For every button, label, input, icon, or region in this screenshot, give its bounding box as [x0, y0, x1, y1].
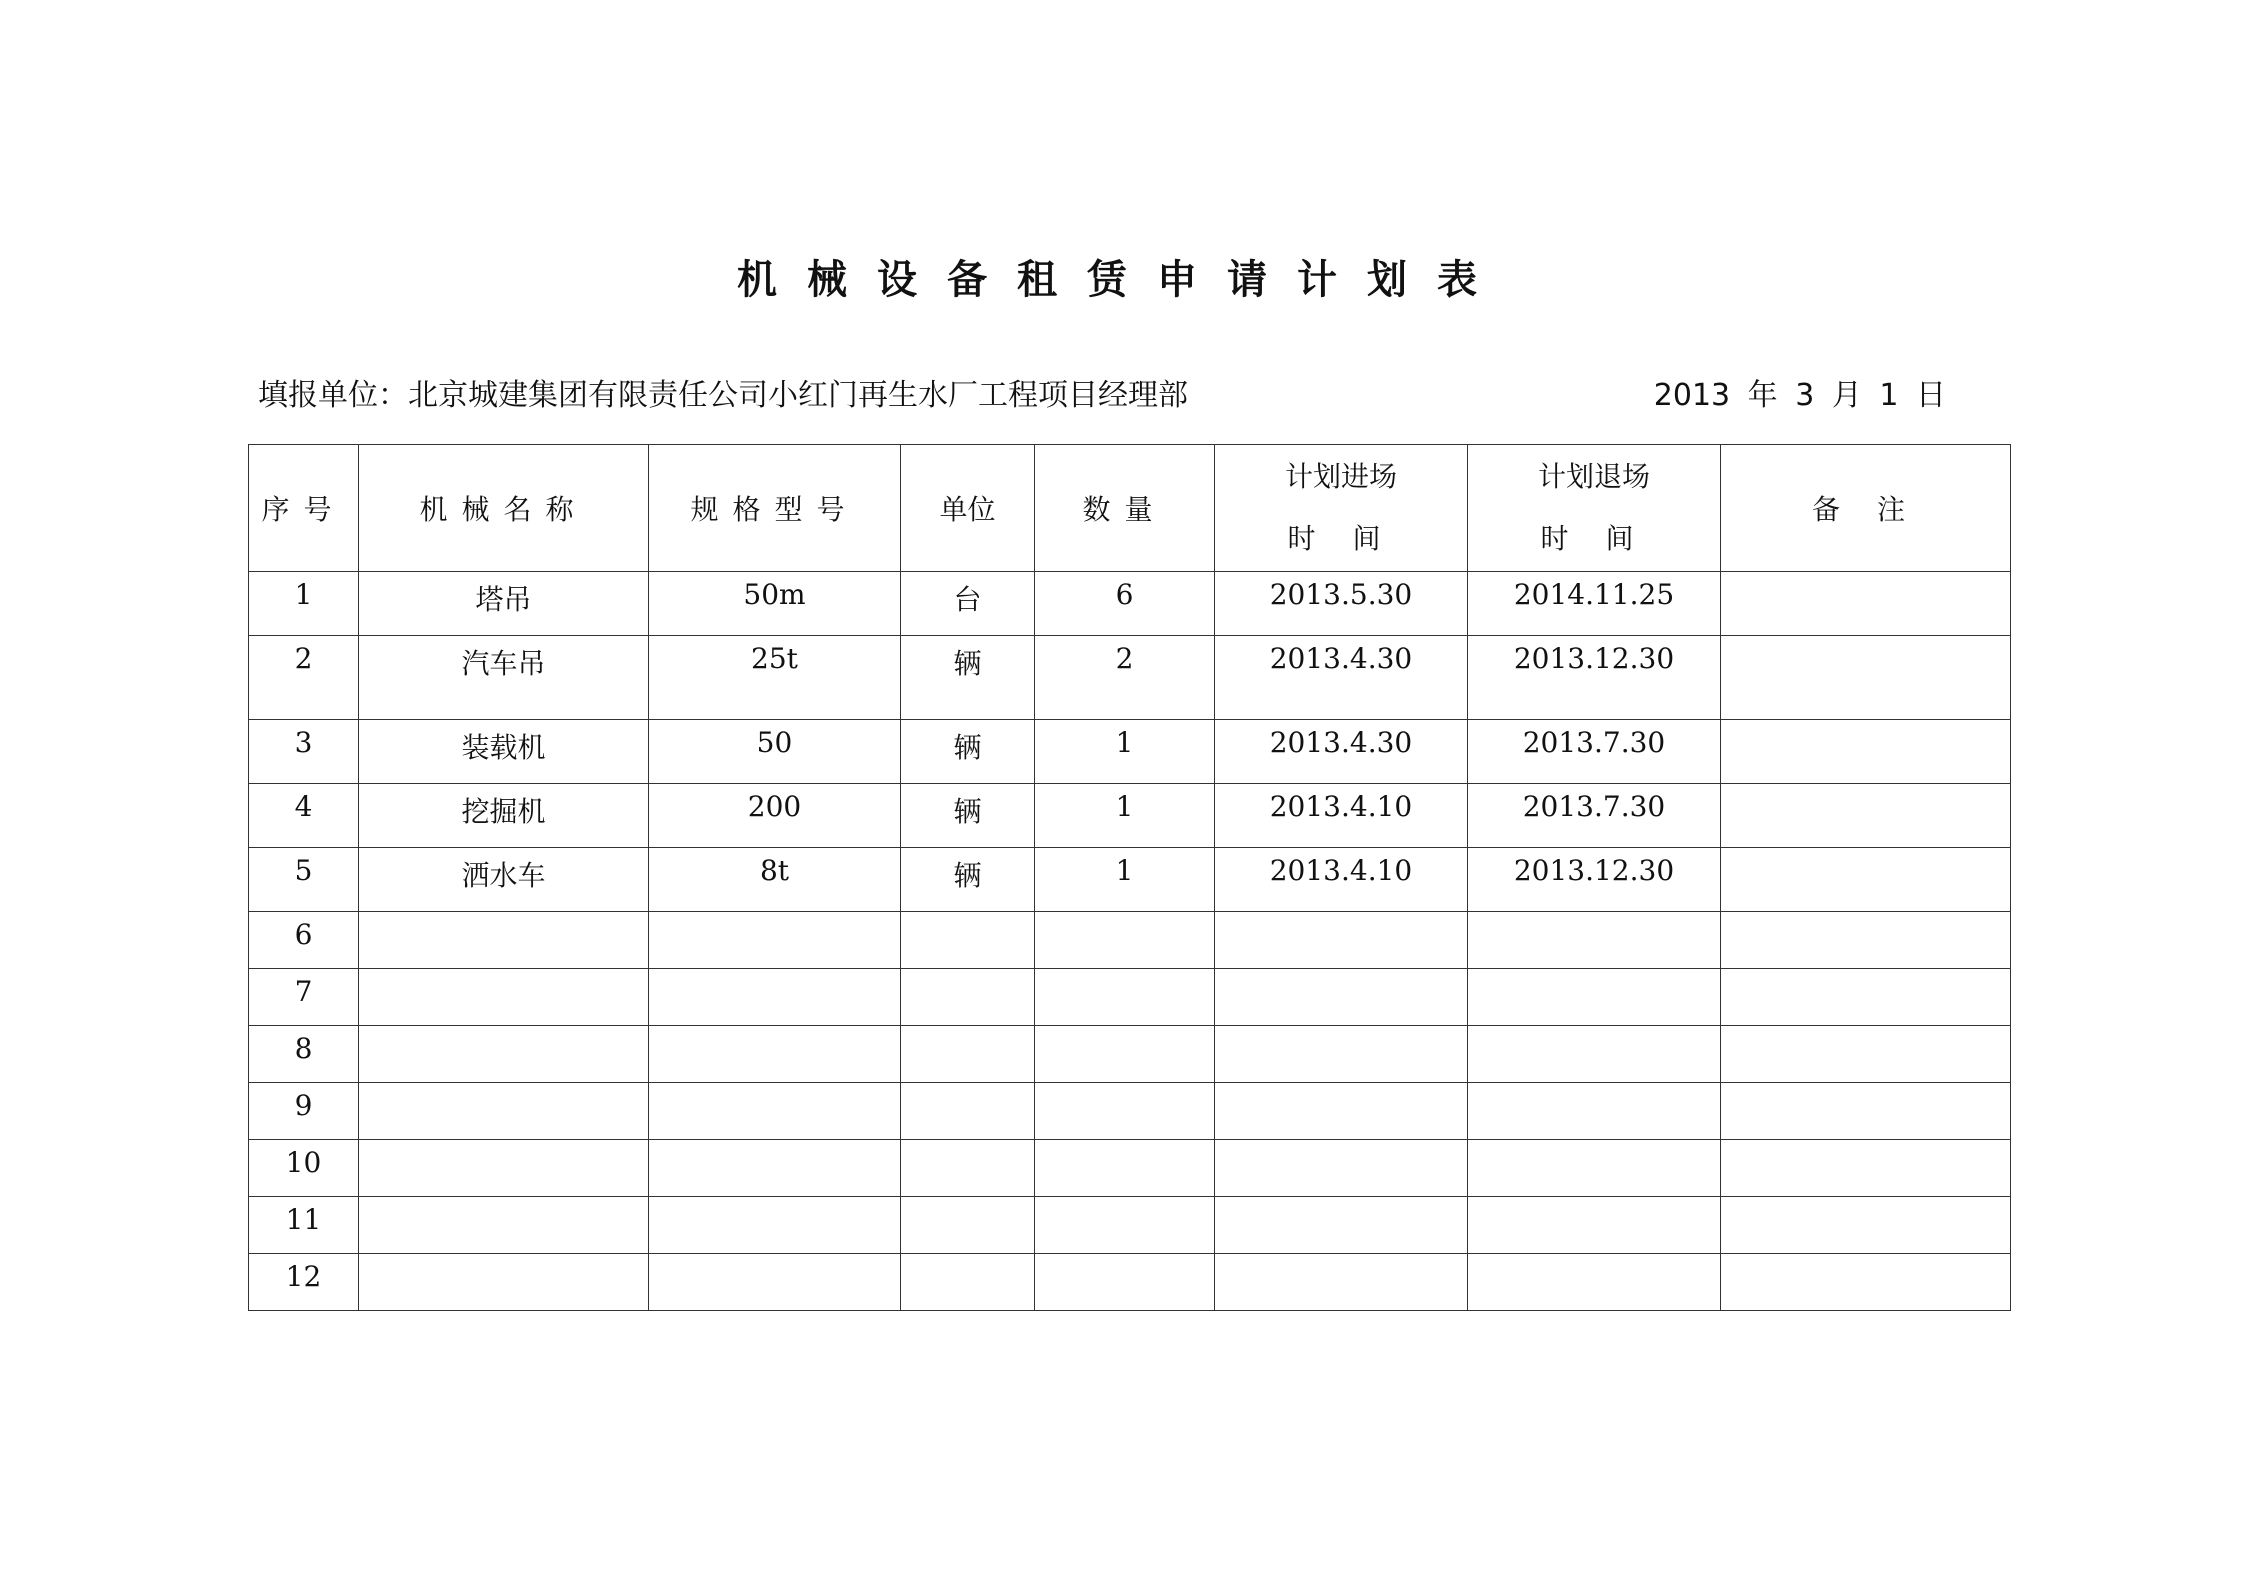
cell-spec [649, 1197, 901, 1254]
cell-qty [1035, 1026, 1215, 1083]
cell-seq: 7 [249, 969, 359, 1026]
header-planned-exit [1468, 445, 1721, 572]
cell-out [1468, 912, 1721, 969]
cell-seq: 8 [249, 1026, 359, 1083]
cell-name [359, 969, 649, 1026]
cell-remark [1721, 572, 2011, 636]
table-row [249, 1254, 2011, 1311]
header-planned-exit-line1: 计划退场 [1537, 460, 1650, 493]
reporting-unit: 填报单位：北京城建集团有限责任公司小红门再生水厂工程项目经理部 [258, 378, 1188, 413]
cell-seq: 4 [249, 784, 359, 848]
cell-unit [901, 1083, 1035, 1140]
cell-in [1215, 1026, 1468, 1083]
report-date: 2013 年 3 月 1 日 [1653, 378, 1946, 413]
cell-seq: 10 [249, 1140, 359, 1197]
cell-in: 2013.4.10 [1215, 848, 1468, 912]
cell-seq: 9 [249, 1083, 359, 1140]
cell-unit [901, 1140, 1035, 1197]
cell-unit [901, 969, 1035, 1026]
cell-unit [901, 1254, 1035, 1311]
cell-out: 2013.7.30 [1468, 784, 1721, 848]
cell-spec: 8t [649, 848, 901, 912]
cell-in [1215, 1083, 1468, 1140]
table-row [249, 636, 2011, 720]
cell-qty [1035, 1254, 1215, 1311]
cell-spec: 25t [649, 636, 901, 720]
header-qty: 数量 [1035, 445, 1215, 572]
cell-seq: 6 [249, 912, 359, 969]
table-row [249, 848, 2011, 912]
cell-name [359, 1254, 649, 1311]
cell-out [1468, 1254, 1721, 1311]
cell-unit [901, 1197, 1035, 1254]
cell-name: 挖掘机 [359, 784, 649, 848]
cell-remark [1721, 912, 2011, 969]
cell-out: 2013.7.30 [1468, 720, 1721, 784]
cell-name [359, 1140, 649, 1197]
header-unit: 单位 [901, 445, 1035, 572]
cell-qty [1035, 969, 1215, 1026]
cell-name: 洒水车 [359, 848, 649, 912]
cell-seq: 1 [249, 572, 359, 636]
cell-unit: 辆 [901, 784, 1035, 848]
cell-out [1468, 969, 1721, 1026]
cell-in [1215, 969, 1468, 1026]
cell-remark [1721, 720, 2011, 784]
cell-out: 2014.11.25 [1468, 572, 1721, 636]
cell-name: 装载机 [359, 720, 649, 784]
cell-spec [649, 1083, 901, 1140]
header-spec: 规格型号 [649, 445, 901, 572]
header-planned-exit-line2: 时 间 [1540, 522, 1648, 555]
cell-unit: 辆 [901, 848, 1035, 912]
cell-in: 2013.4.10 [1215, 784, 1468, 848]
cell-out [1468, 1140, 1721, 1197]
cell-spec [649, 1026, 901, 1083]
table-row [249, 912, 2011, 969]
cell-qty: 1 [1035, 720, 1215, 784]
cell-out [1468, 1083, 1721, 1140]
header-remark: 备 注 [1721, 445, 2011, 572]
cell-seq: 3 [249, 720, 359, 784]
cell-qty: 1 [1035, 848, 1215, 912]
cell-remark [1721, 1197, 2011, 1254]
table-row [249, 1140, 2011, 1197]
cell-remark [1721, 1140, 2011, 1197]
equipment-plan-table [248, 444, 2011, 1311]
cell-remark [1721, 1026, 2011, 1083]
cell-spec [649, 1254, 901, 1311]
cell-qty: 1 [1035, 784, 1215, 848]
header-planned-entry-line1: 计划进场 [1284, 460, 1397, 493]
cell-remark [1721, 784, 2011, 848]
cell-qty [1035, 912, 1215, 969]
cell-seq: 12 [249, 1254, 359, 1311]
cell-name [359, 1083, 649, 1140]
cell-spec [649, 969, 901, 1026]
cell-name [359, 1197, 649, 1254]
cell-unit: 辆 [901, 636, 1035, 720]
header-seq: 序号 [249, 445, 359, 572]
document-title: 机械设备租赁申请计划表 [737, 257, 1507, 303]
table-row [249, 1083, 2011, 1140]
cell-qty: 6 [1035, 572, 1215, 636]
cell-unit [901, 1026, 1035, 1083]
cell-in: 2013.4.30 [1215, 720, 1468, 784]
cell-in: 2013.5.30 [1215, 572, 1468, 636]
cell-qty [1035, 1197, 1215, 1254]
table-row [249, 1026, 2011, 1083]
header-planned-entry-line2: 时 间 [1287, 522, 1395, 555]
table-row [249, 720, 2011, 784]
table-row [249, 784, 2011, 848]
cell-in [1215, 1140, 1468, 1197]
header-planned-entry [1215, 445, 1468, 572]
cell-in [1215, 912, 1468, 969]
cell-spec [649, 912, 901, 969]
cell-unit: 台 [901, 572, 1035, 636]
cell-remark [1721, 1083, 2011, 1140]
cell-remark [1721, 848, 2011, 912]
cell-spec [649, 1140, 901, 1197]
cell-unit [901, 912, 1035, 969]
cell-name [359, 1026, 649, 1083]
cell-spec: 50m [649, 572, 901, 636]
table-row [249, 1197, 2011, 1254]
cell-out: 2013.12.30 [1468, 636, 1721, 720]
cell-remark [1721, 1254, 2011, 1311]
cell-in: 2013.4.30 [1215, 636, 1468, 720]
header-name: 机械名称 [359, 445, 649, 572]
cell-qty [1035, 1083, 1215, 1140]
cell-qty [1035, 1140, 1215, 1197]
cell-spec: 50 [649, 720, 901, 784]
cell-remark [1721, 636, 2011, 720]
cell-out [1468, 1197, 1721, 1254]
cell-unit: 辆 [901, 720, 1035, 784]
table-row [249, 969, 2011, 1026]
cell-spec: 200 [649, 784, 901, 848]
cell-name: 塔吊 [359, 572, 649, 636]
cell-in [1215, 1254, 1468, 1311]
cell-out: 2013.12.30 [1468, 848, 1721, 912]
cell-seq: 11 [249, 1197, 359, 1254]
cell-name: 汽车吊 [359, 636, 649, 720]
cell-out [1468, 1026, 1721, 1083]
cell-qty: 2 [1035, 636, 1215, 720]
cell-seq: 2 [249, 636, 359, 720]
table-row [249, 572, 2011, 636]
cell-name [359, 912, 649, 969]
cell-remark [1721, 969, 2011, 1026]
cell-seq: 5 [249, 848, 359, 912]
cell-in [1215, 1197, 1468, 1254]
header-row [249, 445, 2011, 572]
